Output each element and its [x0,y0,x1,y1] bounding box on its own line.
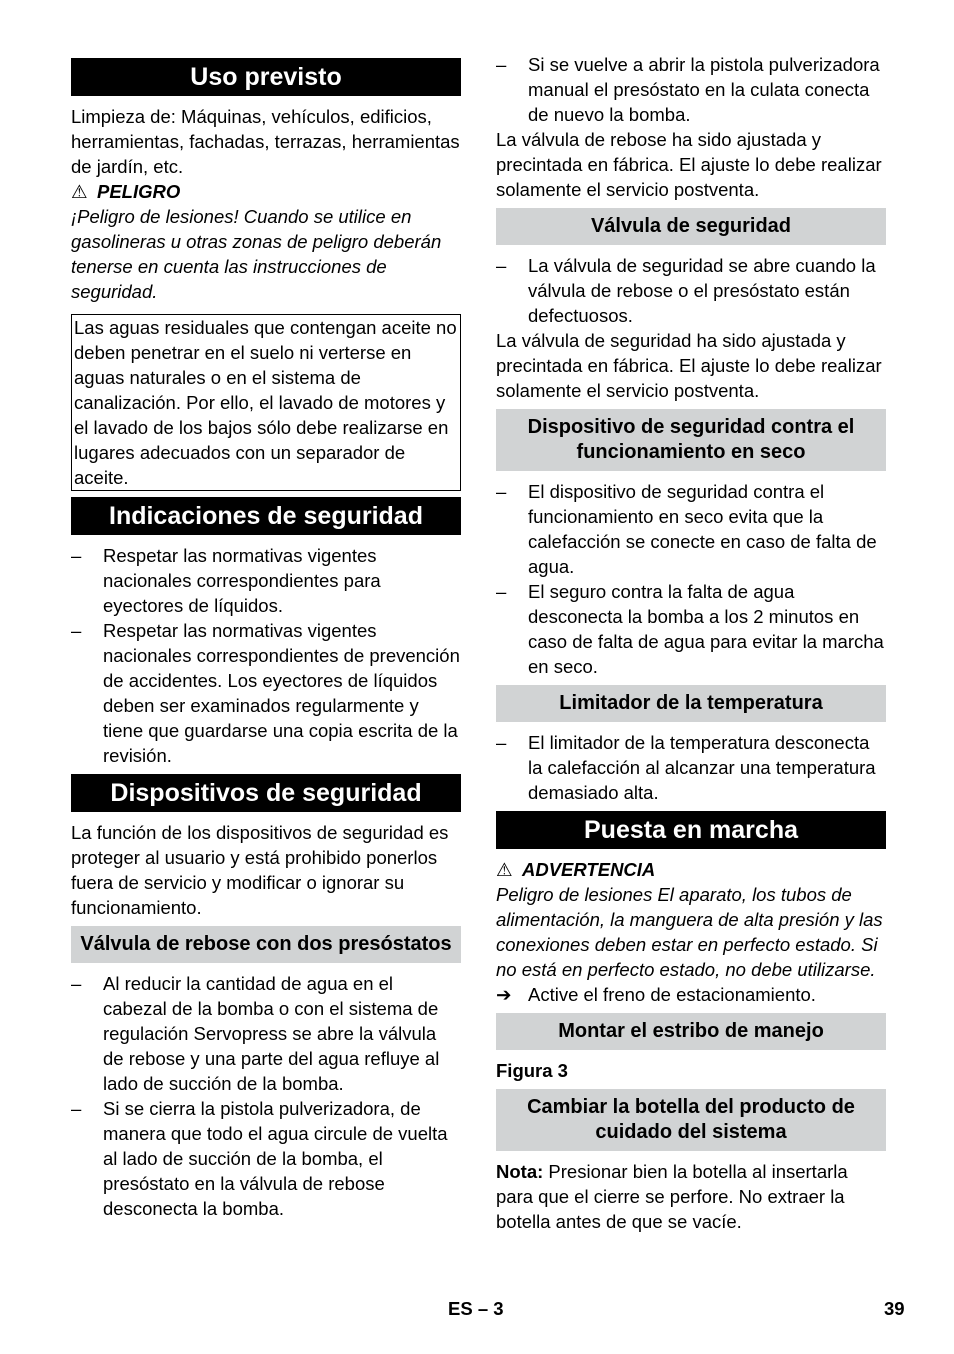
temperatura-list [496,730,886,805]
valvula-seguridad-list [496,253,886,328]
heading-dispositivos: Dispositivos de seguridad [71,774,461,812]
heading-estribo: Montar el estribo de manejo [496,1013,886,1050]
list-item: – El seguro contra la falta de agua desconecta la bomba a los 2 minutos en caso de falta de agua para evitar la marcha en seco. [496,581,884,677]
arrow-right-icon: ➔ [496,984,512,1005]
rebose-note: La válvula de rebose ha sido ajustada y precintada en fábrica. El ajuste lo debe realizar solamente el servicio postventa. [496,129,882,200]
dispositivos-text: La función de los dispositivos de seguridad es proteger al usuario y está prohibido ponerlos fuera de servicio y modificar o ignorar su funcionamiento. [71,822,449,918]
valvula-seguridad-note: La válvula de seguridad ha sido ajustada y precintada en fábrica. El ajuste lo debe realizar solamente el servicio postventa. [496,330,882,401]
continued-list [496,52,886,127]
warning-icon: ⚠ [71,181,88,202]
left-column [71,52,461,1221]
list-item: – Al reducir la cantidad de agua en el cabezal de la bomba o con el sistema de regulación Servopress se abre la válvula de rebose y una parte del agua refluye al lado de succión de la bomba. [71,973,440,1094]
heading-botella: Cambiar la botella del producto de cuidado del sistema [496,1089,886,1151]
dash-icon: – [496,54,507,75]
list-item: – Si se cierra la pistola pulverizadora, de manera que todo el agua circule de vuelta al lado de succión de la bomba, el presóstato en la válvula de rebose desconecta la bomba. [71,1098,448,1219]
dash-icon: – [71,973,82,994]
heading-puesta-en-marcha: Puesta en marcha [496,811,886,849]
list-item: – La válvula de seguridad se abre cuando la válvula de rebose o el presóstato están defectuosos. [496,255,876,326]
dash-icon: – [71,620,82,641]
oil-notice-box [71,314,461,491]
heading-valvula-seguridad: Válvula de seguridad [496,208,886,245]
page-number: 39 [884,1298,905,1319]
warning-icon: ⚠ [496,859,513,880]
oil-notice-text: Las aguas residuales que contengan aceite no deben penetrar en el suelo ni verterse en aguas naturales o en el sistema de canalización. Por ello, el lavado de motores y el lavado de los bajos sólo debe realizarse en lugares adecuados con un separador de aceite. [74,317,457,488]
list-item: – El limitador de la temperatura desconecta la calefacción al alcanzar una temperatura demasiado alta. [496,732,876,803]
heading-uso-previsto: Uso previsto [71,58,461,96]
dash-icon: – [496,255,507,276]
peligro-label: PELIGRO [97,181,181,202]
heading-seco: Dispositivo de seguridad contra el funcionamiento en seco [496,409,886,471]
list-item: – Si se vuelve a abrir la pistola pulverizadora manual el presóstato en la culata conecta de nuevo la bomba. [496,54,880,125]
right-column [496,52,886,1234]
heading-valvula-rebose: Válvula de rebose con dos presóstatos [71,926,461,963]
footer-section: ES – 3 [448,1298,504,1319]
nota-label: Nota: [496,1161,544,1182]
uso-text: Limpieza de: Máquinas, vehículos, edificios, herramientas, fachadas, terrazas, herramientas de jardín, etc. [71,106,460,177]
nota-text: Presionar bien la botella al insertarla para que el cierre se perfore. No extraer la botella antes de que se vacíe. [496,1161,848,1232]
dash-icon: – [496,732,507,753]
advertencia-text: Peligro de lesiones El aparato, los tubos de alimentación, la manguera de alta presión y las conexiones deben estar en perfecto estado. Si no está en perfecto estado, no debe utilizarse. [496,884,883,980]
nota-paragraph [496,1159,886,1234]
figure-label: Figura 3 [496,1060,568,1081]
list-item: – Respetar las normativas vigentes nacionales correspondientes para eyectores de líquidos. [71,545,381,616]
list-item: – Respetar las normativas vigentes nacionales correspondientes de prevención de accidentes. Los eyectores de líquidos deben ser examinados regularmente y tiene que guardarse una copia escrita de la revisión. [71,620,460,766]
advertencia-heading [496,857,886,882]
dash-icon: – [496,581,507,602]
heading-indicaciones: Indicaciones de seguridad [71,497,461,535]
valvula-rebose-list [71,971,461,1221]
dash-icon: – [496,481,507,502]
indicaciones-list [71,543,461,768]
peligro-text: ¡Peligro de lesiones! Cuando se utilice en gasolineras u otras zonas de peligro deberán tenerse en cuenta las instrucciones de seguridad. [71,206,442,302]
dash-icon: – [71,545,82,566]
peligro-heading [71,179,461,204]
seco-list [496,479,886,679]
advertencia-label: ADVERTENCIA [522,859,656,880]
list-item: – El dispositivo de seguridad contra el funcionamiento en seco evita que la calefacción se conecte en caso de falta de agua. [496,481,877,577]
dash-icon: – [71,1098,82,1119]
freno-step: ➔ Active el freno de estacionamiento. [496,984,816,1005]
heading-temperatura: Limitador de la temperatura [496,685,886,722]
